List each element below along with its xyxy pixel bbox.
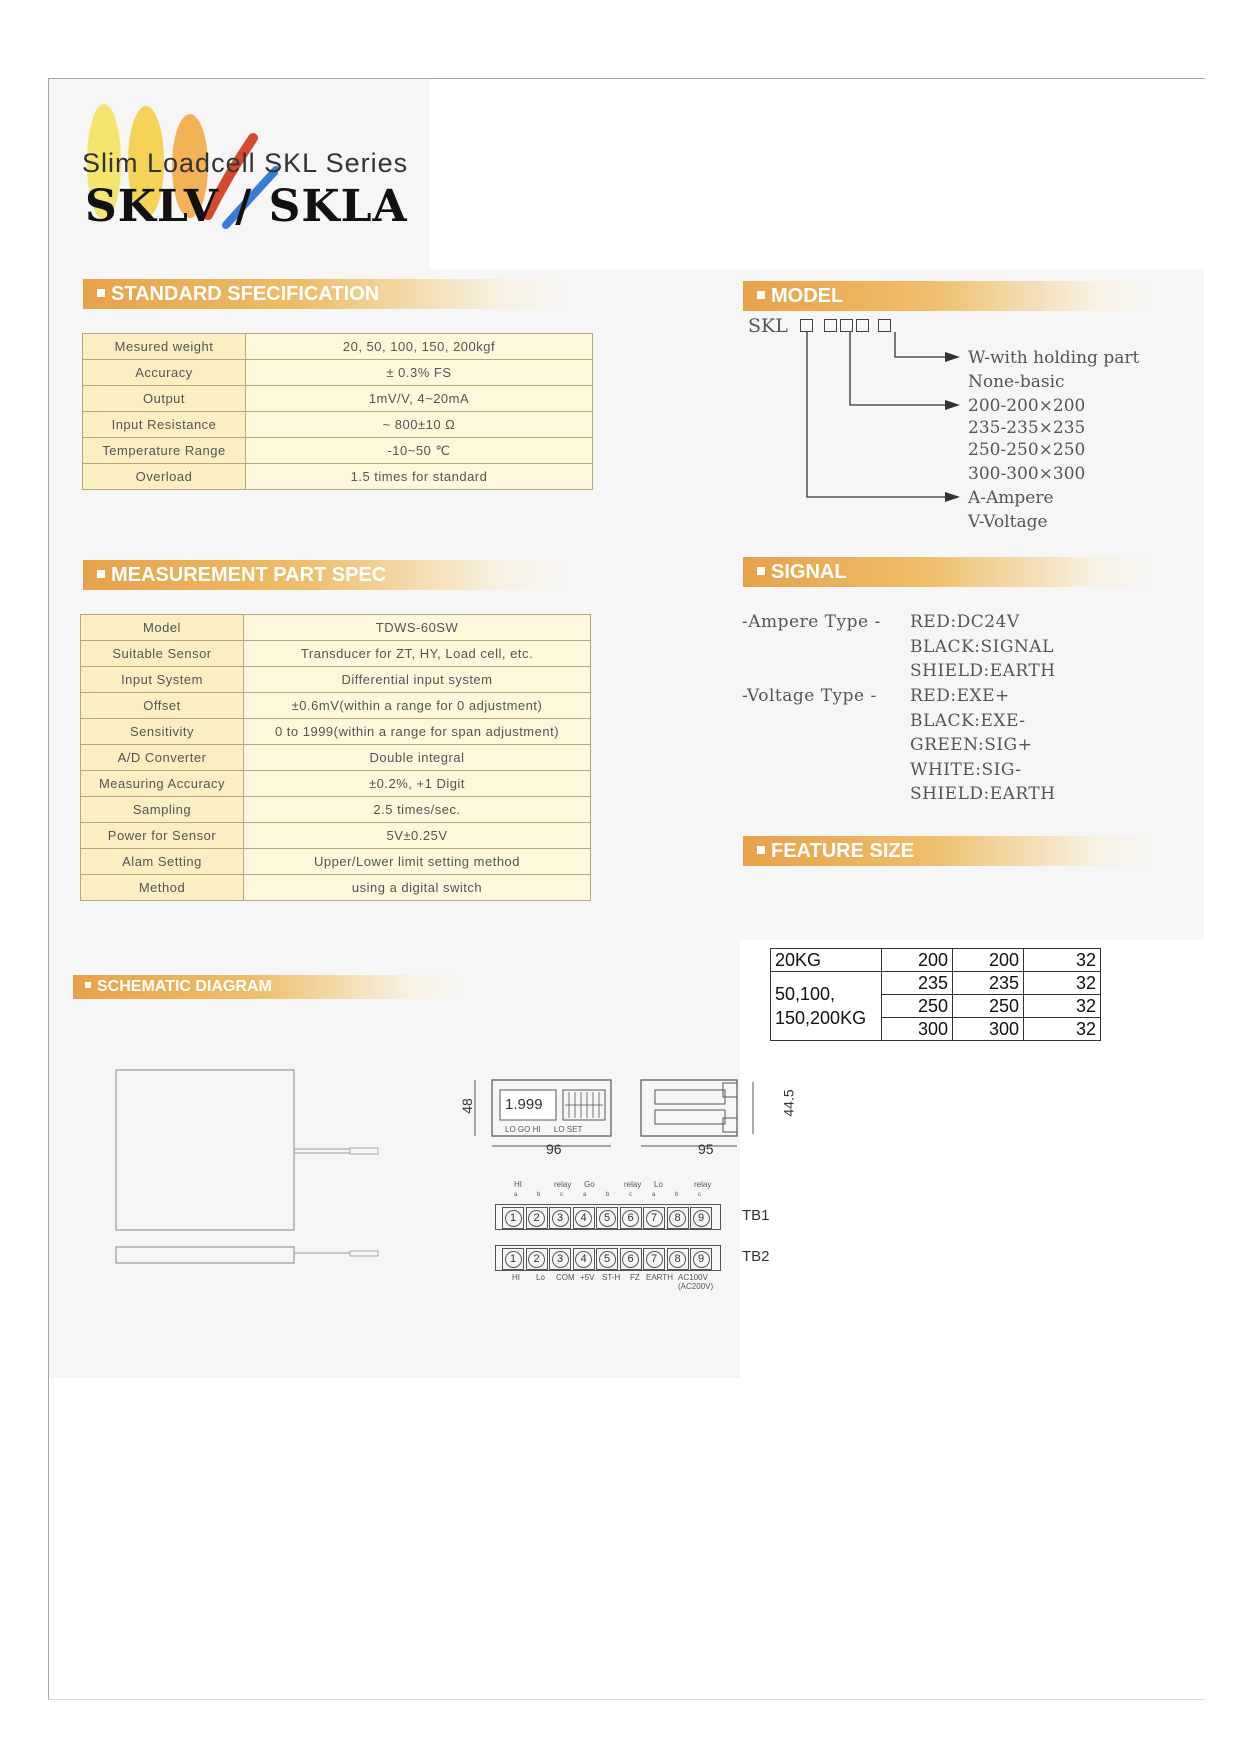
terminal-screw <box>549 1207 571 1229</box>
measurement-spec-heading: MEASUREMENT PART SPEC <box>83 560 577 590</box>
terminal-label: relay <box>554 1180 572 1189</box>
terminal-number: 2 <box>528 1251 545 1268</box>
spec-value: ±0.6mV(within a range for 0 adjustment) <box>244 693 591 719</box>
spec-label: Method <box>81 875 244 901</box>
table-row <box>83 360 593 386</box>
terminal-number: 5 <box>599 1210 616 1227</box>
terminal-number: 3 <box>552 1251 569 1268</box>
terminal-number: 3 <box>552 1210 569 1227</box>
model-option: A-Ampere <box>968 488 1054 508</box>
model-heading: MODEL <box>743 281 1157 311</box>
table-row <box>83 438 593 464</box>
bullet-square-icon <box>97 289 105 297</box>
loadcell-drawing <box>110 1065 400 1285</box>
table-cell: 250 <box>953 995 1024 1018</box>
terminal-screw <box>643 1248 665 1270</box>
group-label: 50,100, <box>775 984 836 1004</box>
table-cell: 32 <box>1024 1018 1101 1041</box>
table-cell: 250 <box>882 995 953 1018</box>
terminal-label: Lo <box>654 1180 663 1189</box>
terminal-label: ST-H <box>602 1273 621 1282</box>
terminal-abc-label: b <box>675 1192 679 1198</box>
spec-label: Offset <box>81 693 244 719</box>
spec-label: Temperature Range <box>83 438 246 464</box>
signal-ampere-values <box>910 610 1056 684</box>
table-row <box>81 797 591 823</box>
model-option: W-with holding part <box>968 348 1140 368</box>
feature-size-heading: FEATURE SIZE <box>743 836 1157 866</box>
terminal-screw <box>690 1207 712 1229</box>
spec-value: 5V±0.25V <box>244 823 591 849</box>
table-row <box>81 849 591 875</box>
table-row <box>83 464 593 490</box>
spec-value: TDWS-60SW <box>244 615 591 641</box>
tb1-abc-labels <box>514 1192 714 1202</box>
terminal-screw <box>643 1207 665 1229</box>
signal-heading: SIGNAL <box>743 557 1157 587</box>
terminal-block-tb1 <box>495 1204 721 1230</box>
spec-value: 20, 50, 100, 150, 200kgf <box>246 334 593 360</box>
measurement-spec-table <box>80 614 591 901</box>
bullet-square-icon <box>97 570 105 578</box>
terminal-label: EARTH <box>646 1273 673 1282</box>
table-cell: 200 <box>882 949 953 972</box>
model-option: 200-200×200 <box>968 396 1086 416</box>
bullet-square-icon <box>757 567 765 575</box>
terminal-number: 1 <box>505 1210 522 1227</box>
terminal-screw <box>690 1248 712 1270</box>
terminal-label: AC100V <box>678 1273 708 1282</box>
terminal-label: Go <box>584 1180 595 1189</box>
signal-value: SHIELD:EARTH <box>910 784 1056 804</box>
table-cell: 32 <box>1024 949 1101 972</box>
table-cell: 32 <box>1024 972 1101 995</box>
terminal-abc-label: c <box>629 1192 632 1198</box>
terminal-number: 6 <box>622 1210 639 1227</box>
dim-side-height: 44.5 <box>780 1089 797 1117</box>
spec-label: Mesured weight <box>83 334 246 360</box>
terminal-number: 8 <box>669 1210 686 1227</box>
terminal-abc-label: a <box>514 1192 518 1198</box>
signal-value: BLACK:EXE- <box>910 710 1026 731</box>
terminal-label: HI <box>512 1273 520 1282</box>
dim-width: 96 <box>546 1141 562 1157</box>
spec-label: Measuring Accuracy <box>81 771 244 797</box>
terminal-number: 9 <box>693 1210 710 1227</box>
terminal-block-tb2 <box>495 1245 721 1271</box>
spec-label: Alam Setting <box>81 849 244 875</box>
page-title: SKLV / SKLA <box>85 181 408 232</box>
terminal-screw <box>596 1248 618 1270</box>
spec-label: Input Resistance <box>83 412 246 438</box>
spec-value: Differential input system <box>244 667 591 693</box>
spec-value: 0 to 1999(within a range for span adjustment) <box>244 719 591 745</box>
spec-value: 2.5 times/sec. <box>244 797 591 823</box>
terminal-screw <box>667 1248 689 1270</box>
table-row <box>81 875 591 901</box>
terminal-screw <box>667 1207 689 1229</box>
table-row <box>83 412 593 438</box>
model-option: 235-235×235 <box>968 418 1086 438</box>
table-cell: 235 <box>882 972 953 995</box>
group-label: 150,200KG <box>775 1008 867 1028</box>
model-option: 250-250×250 <box>968 440 1086 460</box>
table-row <box>81 771 591 797</box>
standard-spec-heading: STANDARD SFECIFICATION <box>83 279 577 309</box>
table-cell: 300 <box>953 1018 1024 1041</box>
table-cell: 20KG <box>771 949 882 972</box>
signal-value: BLACK:SIGNAL <box>910 636 1054 657</box>
terminal-number: 9 <box>693 1251 710 1268</box>
terminal-screw <box>502 1207 524 1229</box>
terminal-screw <box>573 1207 595 1229</box>
terminal-screw <box>526 1248 548 1270</box>
spec-value: Transducer for ZT, HY, Load cell, etc. <box>244 641 591 667</box>
terminal-screw <box>596 1207 618 1229</box>
terminal-number: 7 <box>646 1210 663 1227</box>
terminal-abc-label: a <box>652 1192 656 1198</box>
terminal-number: 1 <box>505 1251 522 1268</box>
spec-value: ± 0.3% FS <box>246 360 593 386</box>
table-row <box>81 719 591 745</box>
terminal-screw <box>549 1248 571 1270</box>
spec-label: Input System <box>81 667 244 693</box>
terminal-label: HI <box>514 1180 522 1189</box>
terminal-abc-label: a <box>583 1192 587 1198</box>
table-row <box>771 972 1101 995</box>
table-cell: 235 <box>953 972 1024 995</box>
terminal-abc-label: c <box>560 1192 563 1198</box>
table-row <box>771 949 1101 972</box>
spec-label: Sensitivity <box>81 719 244 745</box>
terminal-label: Lo <box>536 1273 545 1282</box>
terminal-label: +5V <box>580 1273 595 1282</box>
terminal-number: 4 <box>575 1251 592 1268</box>
terminal-screw <box>620 1207 642 1229</box>
bullet-square-icon <box>757 291 765 299</box>
signal-ampere-label: -Ampere Type - <box>742 612 881 632</box>
terminal-screw <box>502 1248 524 1270</box>
spec-label: Model <box>81 615 244 641</box>
signal-value: SHIELD:EARTH <box>910 661 1056 681</box>
terminal-number: 8 <box>669 1251 686 1268</box>
table-row <box>83 334 593 360</box>
terminal-number: 5 <box>599 1251 616 1268</box>
model-arrows-diagram <box>795 330 965 505</box>
model-option: 300-300×300 <box>968 464 1086 484</box>
table-row <box>81 641 591 667</box>
spec-label: Sampling <box>81 797 244 823</box>
tb1-label: TB1 <box>742 1207 770 1224</box>
terminal-number: 2 <box>528 1210 545 1227</box>
terminal-label: FZ <box>630 1273 640 1282</box>
terminal-screw <box>573 1248 595 1270</box>
table-row <box>81 615 591 641</box>
terminal-label: (AC200V) <box>678 1282 714 1291</box>
tb1-top-labels <box>514 1180 714 1192</box>
table-cell: 200 <box>953 949 1024 972</box>
spec-label: A/D Converter <box>81 745 244 771</box>
terminal-screw <box>526 1207 548 1229</box>
display-readout: 1.999 <box>505 1096 543 1113</box>
terminal-number: 4 <box>575 1210 592 1227</box>
tb2-bottom-labels <box>512 1273 732 1297</box>
table-cell: 300 <box>882 1018 953 1041</box>
table-row <box>81 693 591 719</box>
terminal-label: relay <box>624 1180 642 1189</box>
table-row <box>81 667 591 693</box>
spec-value: ±0.2%, +1 Digit <box>244 771 591 797</box>
schematic-heading: SCHEMATIC DIAGRAM <box>73 975 470 999</box>
signal-value: RED:DC24V <box>910 612 1020 632</box>
spec-value: using a digital switch <box>244 875 591 901</box>
table-row <box>83 386 593 412</box>
signal-value: RED:EXE+ <box>910 686 1010 706</box>
front-panel-labels: LO GO HI LO SET <box>505 1125 583 1134</box>
model-prefix: SKL <box>748 315 788 337</box>
signal-voltage-values <box>910 684 1056 807</box>
tb2-label: TB2 <box>742 1248 770 1265</box>
bullet-square-icon <box>757 846 765 854</box>
spec-label: Overload <box>83 464 246 490</box>
spec-value: 1.5 times for standard <box>246 464 593 490</box>
terminal-abc-label: b <box>537 1192 541 1198</box>
bullet-square-icon <box>85 982 91 988</box>
table-cell <box>771 972 882 1041</box>
spec-value: -10~50 ℃ <box>246 438 593 464</box>
terminal-label: COM <box>556 1273 575 1282</box>
terminal-label: relay <box>694 1180 712 1189</box>
signal-voltage-label: -Voltage Type - <box>742 686 877 706</box>
spec-label: Suitable Sensor <box>81 641 244 667</box>
table-cell: 32 <box>1024 995 1101 1018</box>
spec-label: Accuracy <box>83 360 246 386</box>
model-option: None-basic <box>968 372 1065 392</box>
model-option: V-Voltage <box>968 512 1048 532</box>
spec-value: ~ 800±10 Ω <box>246 412 593 438</box>
feature-size-table <box>770 948 1101 1041</box>
terminal-number: 6 <box>622 1251 639 1268</box>
spec-value: Double integral <box>244 745 591 771</box>
terminal-number: 7 <box>646 1251 663 1268</box>
terminal-screw <box>620 1248 642 1270</box>
dim-height: 48 <box>458 1098 475 1114</box>
spec-label: Output <box>83 386 246 412</box>
table-row <box>81 823 591 849</box>
spec-value: Upper/Lower limit setting method <box>244 849 591 875</box>
spec-label: Power for Sensor <box>81 823 244 849</box>
standard-spec-table <box>82 333 593 490</box>
terminal-abc-label: c <box>698 1192 701 1198</box>
signal-value: GREEN:SIG+ <box>910 735 1033 755</box>
model-holding-options <box>968 346 1139 534</box>
spec-value: 1mV/V, 4~20mA <box>246 386 593 412</box>
terminal-abc-label: b <box>606 1192 610 1198</box>
series-subtitle: Slim Loadcell SKL Series <box>82 148 409 178</box>
table-row <box>81 745 591 771</box>
signal-value: WHITE:SIG- <box>910 759 1022 780</box>
dim-depth: 95 <box>698 1141 714 1157</box>
